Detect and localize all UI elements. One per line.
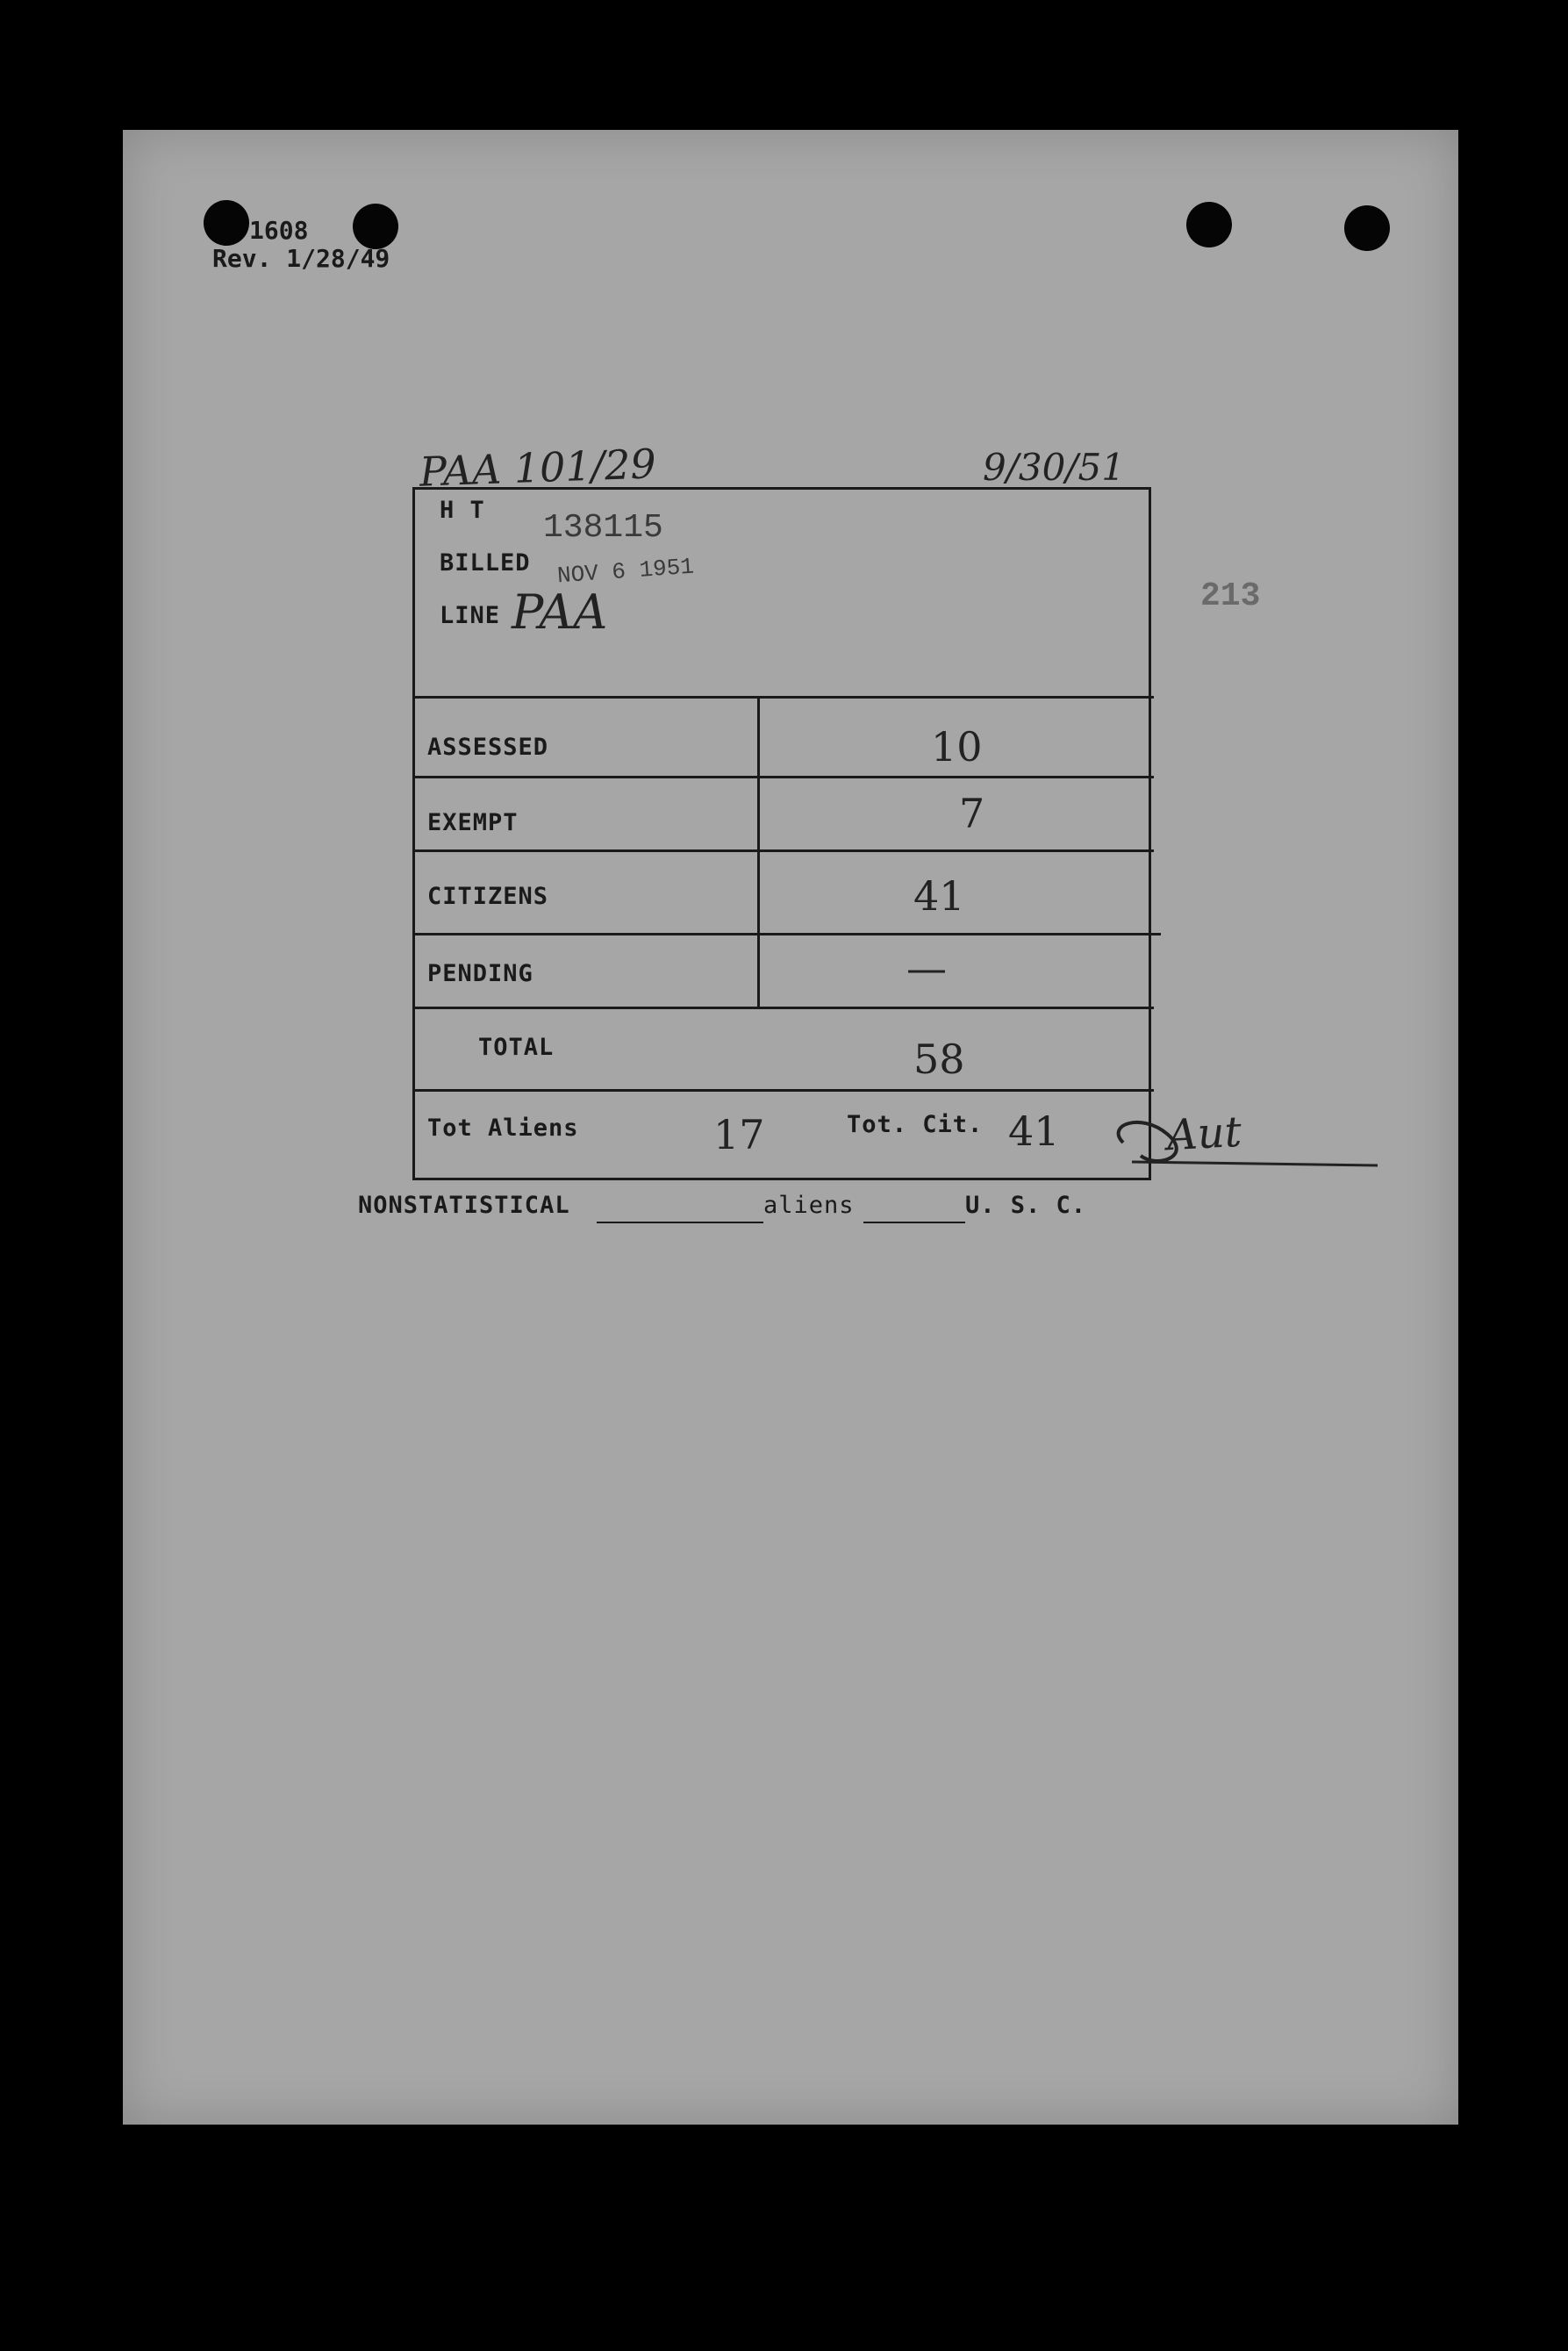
rule-below-total: [415, 1089, 1154, 1092]
billed-label: BILLED: [440, 549, 531, 577]
rule-below-pending: [415, 1007, 1154, 1009]
punch-hole-left-2: [353, 204, 398, 249]
column-divider: [757, 696, 760, 1007]
initials-flourish: [1106, 1107, 1386, 1178]
rule-below-exempt: [415, 849, 1154, 852]
punch-hole-right-1: [1186, 202, 1232, 247]
row-value-exempt: 7: [959, 790, 985, 837]
ht-number: 138115: [543, 509, 663, 547]
row-label-pending: PENDING: [427, 960, 533, 987]
row-value-pending: —: [906, 944, 947, 992]
tot-aliens-value: 17: [713, 1111, 765, 1158]
line-label: LINE: [440, 602, 501, 629]
line-value: PAA: [512, 584, 608, 640]
ht-label: H T: [440, 497, 485, 524]
rule-below-citizens: [415, 933, 1161, 935]
tot-aliens-label: Tot Aliens: [427, 1115, 579, 1142]
usc-label: U. S. C.: [965, 1192, 1087, 1219]
billed-date-stamp: NOV 6 1951: [556, 553, 695, 590]
aliens-label: aliens: [763, 1192, 855, 1219]
aliens-blank: [863, 1222, 965, 1223]
row-value-assessed: 10: [931, 723, 983, 771]
tot-cit-value: 41: [1008, 1107, 1060, 1155]
reviewer-initials: Aut: [1165, 1107, 1243, 1161]
form-number: 1608: [249, 216, 309, 245]
handwritten-date: 9/30/51: [983, 446, 1125, 489]
row-value-citizens: 41: [913, 872, 965, 920]
handwritten-line-code: PAA 101/29: [419, 440, 657, 496]
form-revision: Rev. 1/28/49: [212, 244, 390, 273]
nonstatistical-label: NONSTATISTICAL: [358, 1192, 570, 1219]
punch-hole-right-2: [1344, 205, 1390, 251]
punch-hole-left-1: [204, 200, 249, 246]
rule-below-assessed: [415, 776, 1154, 778]
tot-cit-label: Tot. Cit.: [847, 1111, 984, 1138]
manifest-form-table: [412, 487, 1151, 1180]
total-label: TOTAL: [478, 1034, 555, 1061]
row-label-exempt: EXEMPT: [427, 809, 519, 836]
stamped-page-number: 213: [1200, 577, 1261, 615]
nonstatistical-blank: [597, 1222, 763, 1223]
row-label-citizens: CITIZENS: [427, 883, 549, 910]
row-label-assessed: ASSESSED: [427, 734, 549, 761]
rule-below-ht: [415, 696, 1154, 699]
total-value: 58: [913, 1036, 965, 1083]
